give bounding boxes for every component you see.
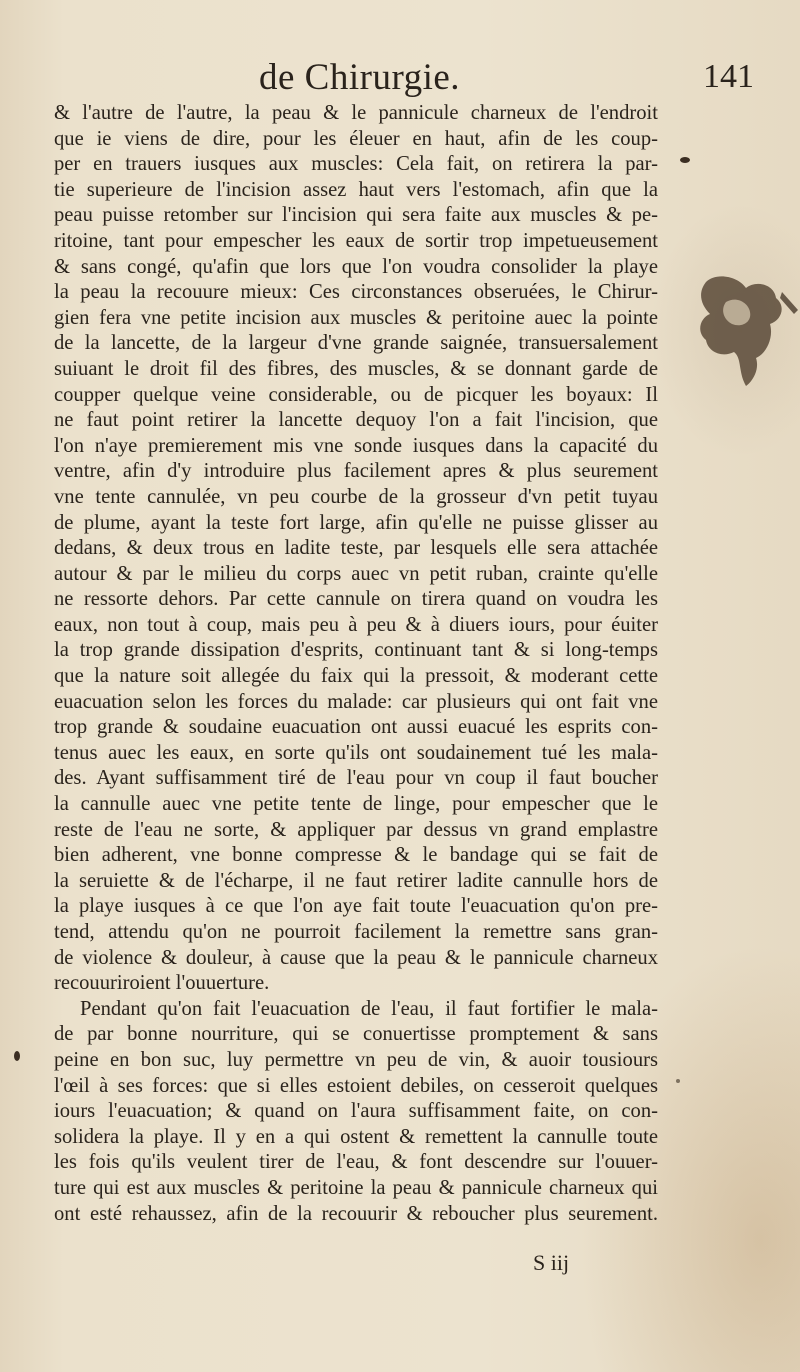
body-text (54, 101, 658, 1227)
ink-stain-icon (686, 262, 800, 394)
text-line: peine en bon suc, luy permettre vn peu de vin, & auoir tousiours (54, 1048, 658, 1071)
running-title: de Chirurgie. (259, 57, 461, 98)
ink-speck-icon (680, 157, 690, 163)
text-line: de par bonne nourriture, qui se conuertisse promptement & sans (54, 1023, 658, 1046)
page-header (54, 56, 754, 100)
text-line: dedans, & deux trous en ladite teste, par lesquels elle sera attachée (54, 537, 658, 560)
text-line: la playe iusques à ce que l'on aye fait toute l'euacuation qu'on pre- (54, 895, 658, 918)
text-line: ritoine, tant pour empescher les eaux de sortir trop impetueusement (54, 229, 658, 252)
text-line: la seruiette & de l'écharpe, il ne faut retirer ladite cannulle hors de (54, 869, 658, 892)
text-line: la peau la recouure mieux: Ces circonstances obseruées, le Chirur- (54, 281, 658, 304)
text-line: peau puisse retomber sur l'incision qui sera faite aux muscles & pe- (54, 204, 658, 227)
text-line: autour & par le milieu du corps auec vn petit ruban, crainte qu'elle (54, 562, 658, 585)
paragraph-start-line: Pendant qu'on fait l'euacuation de l'eau, il faut fortifier le mala- (80, 997, 658, 1020)
paragraph-end-line: recouuriroient l'ouuerture. (54, 972, 270, 995)
text-line: de violence & douleur, à cause que la peau & le pannicule charneux (54, 946, 658, 969)
text-line: euacuation selon les forces du malade: car plusieurs qui ont fait vne (54, 690, 658, 713)
text-line: ne ressorte dehors. Par cette cannule on tirera quand on voudra les (54, 588, 658, 611)
text-line: bien adherent, vne bonne compresse & le bandage qui se fait de (54, 844, 658, 867)
text-line: ont esté rehaussez, afin de la recouurir & reboucher plus seurement. (54, 1202, 658, 1225)
text-line: iours l'euacuation; & quand on l'aura suffisamment faite, on con- (54, 1100, 658, 1123)
text-line: trop grande & soudaine euacuation ont aussi euacué les esprits con- (54, 716, 658, 739)
text-line: des. Ayant suffisamment tiré de l'eau pour vn coup il faut boucher (54, 767, 658, 790)
text-line: que ie viens de dire, pour les éleuer en haut, afin de les coup- (54, 127, 658, 150)
page-number: 141 (703, 58, 754, 95)
text-line: les fois qu'ils veulent tirer de l'eau, & font descendre sur l'ouuer- (54, 1151, 658, 1174)
text-line: la cannulle auec vne petite tente de linge, pour empescher que le (54, 793, 658, 816)
text-line: & l'autre de l'autre, la peau & le pannicule charneux de l'endroit (54, 102, 658, 124)
text-line: de la lancette, de la largeur d'vne grande saignée, transuersalement (54, 332, 658, 355)
text-line: tenus auec les eaux, en sorte qu'ils ont soudainement tué les mala- (54, 741, 658, 764)
text-line: coupper quelque veine considerable, ou de picquer les boyaux: Il (54, 383, 658, 406)
text-line: que la nature soit allegée du faix qui la pressoit, & moderant cette (54, 665, 658, 688)
text-line: tend, attendu qu'on ne pourroit facilement la remettre sans gran- (54, 921, 658, 943)
text-line: ne faut point retirer la lancette dequoy l'on a fait l'incision, que (54, 409, 658, 432)
text-line: & sans congé, qu'afin que lors que l'on voudra consolider la playe (54, 255, 658, 278)
text-line: suiuant le droit fil des fibres, des muscles, & se donnant garde de (54, 357, 658, 380)
text-line: la trop grande dissipation d'esprits, continuant tant & si long-temps (54, 639, 658, 662)
text-line: gien fera vne petite incision aux muscles & peritoine auec la pointe (54, 306, 658, 329)
signature-mark: S iij (533, 1250, 570, 1275)
text-line: solidera la playe. Il y en a qui ostent & remettent la cannulle toute (54, 1125, 658, 1148)
text-line: ventre, afin d'y introduire plus facilement apres & plus seurement (54, 460, 658, 483)
text-line: l'œil à ses forces: que si elles estoient debiles, on cesseroit quelques (54, 1074, 658, 1097)
text-line: tie superieure de l'incision assez haut vers l'estomach, afin que la (54, 178, 658, 201)
text-line: l'on n'aye premierement mis vne sonde iusques dans la capacité du (54, 434, 658, 457)
ink-speck-icon (676, 1079, 680, 1083)
text-line: per en trauers iusques aux muscles: Cela fait, on retirera la par- (54, 153, 658, 176)
text-line: de plume, ayant la teste fort large, afin qu'elle ne puisse glisser au (54, 511, 658, 534)
text-line: vne tente cannulée, vn peu courbe de la grosseur d'vn petit tuyau (54, 485, 658, 508)
text-line: eaux, non tout à coup, mais peu à peu & à diuers iours, pour éuiter (54, 613, 658, 636)
ink-speck-icon (14, 1051, 20, 1061)
text-line: ture qui est aux muscles & peritoine la peau & pannicule charneux qui (54, 1176, 658, 1199)
text-line: reste de l'eau ne sorte, & appliquer par dessus vn grand emplastre (54, 818, 658, 841)
